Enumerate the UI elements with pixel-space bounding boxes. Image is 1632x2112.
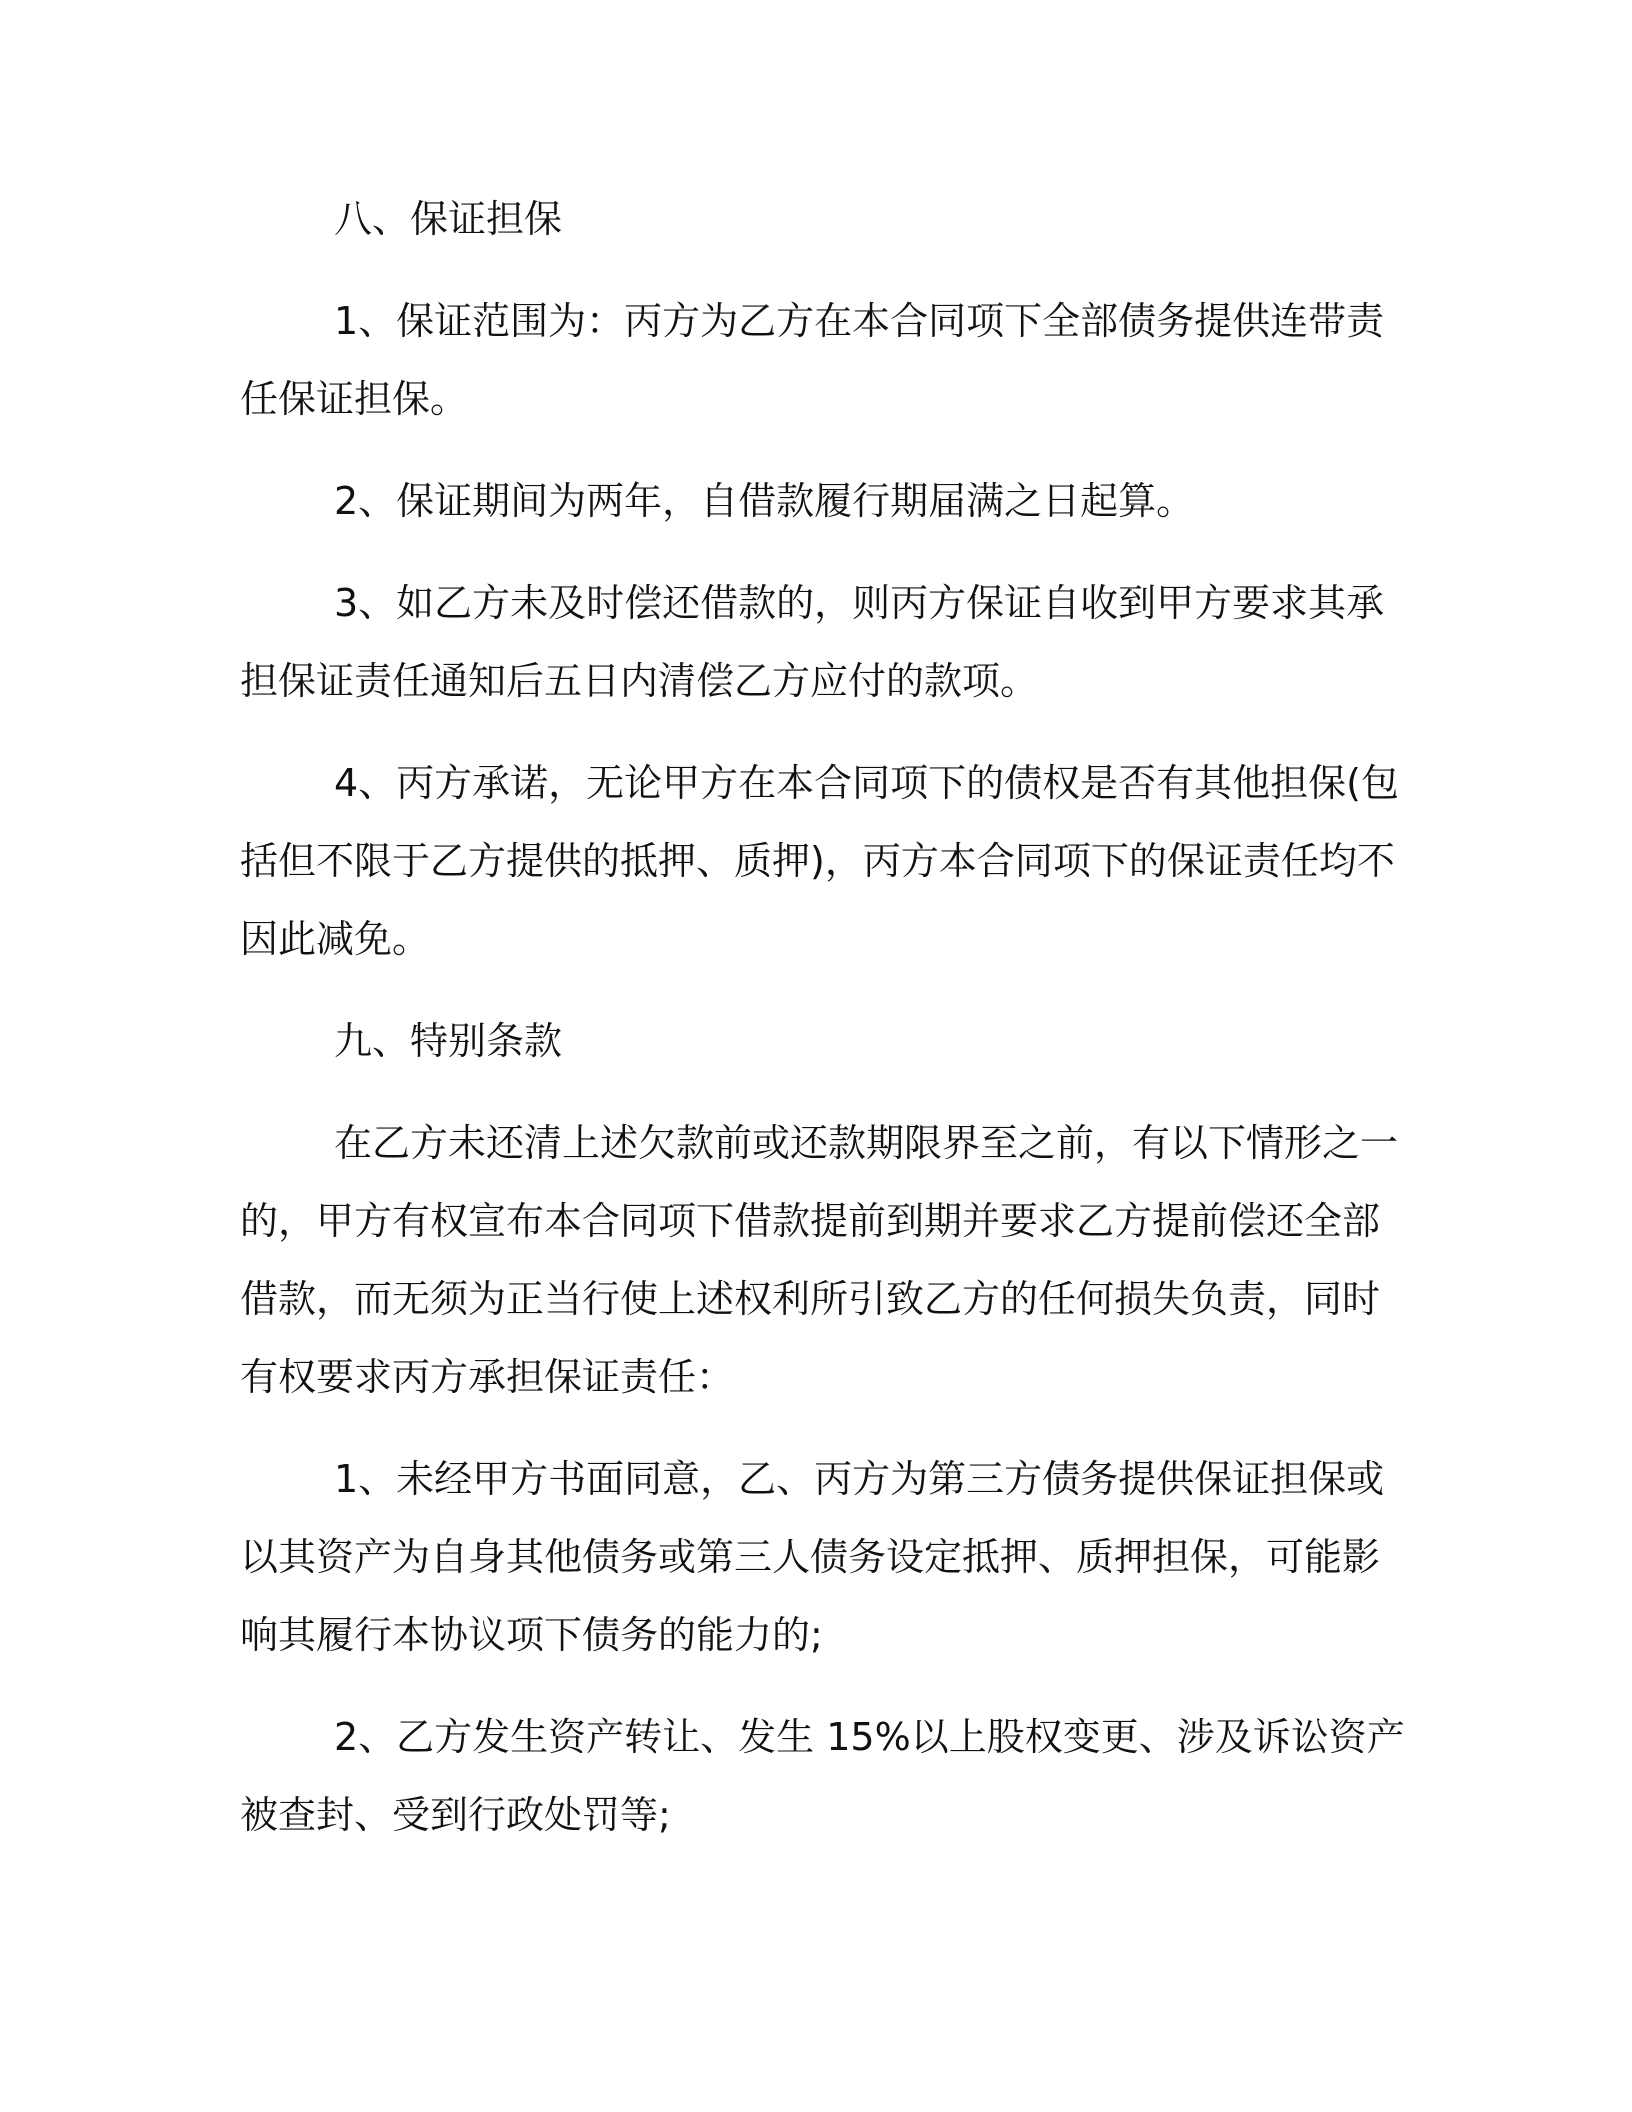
section-8-item-3-line-1: 3、如乙方未及时偿还借款的，则丙方保证自收到甲方要求其承 <box>334 581 1385 625</box>
section-8-item-4-line-1: 4、丙方承诺，无论甲方在本合同项下的债权是否有其他担保(包 <box>334 761 1400 805</box>
section-9-item-1-line-3: 响其履行本协议项下债务的能力的; <box>240 1613 823 1657</box>
section-8-item-1-line-2: 任保证担保。 <box>240 377 469 421</box>
section-9-intro-line-4: 有权要求丙方承担保证责任： <box>240 1355 735 1399</box>
section-9-item-2-line-2: 被查封、受到行政处罚等; <box>240 1793 671 1837</box>
section-9-intro-line-2: 的，甲方有权宣布本合同项下借款提前到期并要求乙方提前偿还全部 <box>240 1199 1381 1243</box>
section-9-heading: 九、特别条款 <box>334 1019 563 1063</box>
section-8-heading: 八、保证担保 <box>334 197 563 241</box>
document-body <box>240 180 1405 1854</box>
section-8-item-3-line-2: 担保证责任通知后五日内清偿乙方应付的款项。 <box>240 659 1039 703</box>
section-9-item-1-line-2: 以其资产为自身其他债务或第三人债务设定抵押、质押担保，可能影 <box>240 1535 1381 1579</box>
section-9-item-1-line-1: 1、未经甲方书面同意，乙、丙方为第三方债务提供保证担保或 <box>334 1457 1385 1501</box>
section-8-item-1-line-1: 1、保证范围为：丙方为乙方在本合同项下全部债务提供连带责 <box>334 299 1385 343</box>
section-9-item-2-line-1: 2、乙方发生资产转让、发生 15%以上股权变更、涉及诉讼资产 <box>334 1715 1405 1759</box>
section-8-item-4-line-3: 因此减免。 <box>240 917 431 961</box>
section-9-intro-line-3: 借款，而无须为正当行使上述权利所引致乙方的任何损失负责，同时 <box>240 1277 1381 1321</box>
section-8-item-4-line-2: 括但不限于乙方提供的抵押、质押)，丙方本合同项下的保证责任均不 <box>240 839 1395 883</box>
section-9-intro-line-1: 在乙方未还清上述欠款前或还款期限界至之前，有以下情形之一 <box>334 1121 1399 1165</box>
section-8-item-2-line-1: 2、保证期间为两年，自借款履行期届满之日起算。 <box>334 479 1195 523</box>
